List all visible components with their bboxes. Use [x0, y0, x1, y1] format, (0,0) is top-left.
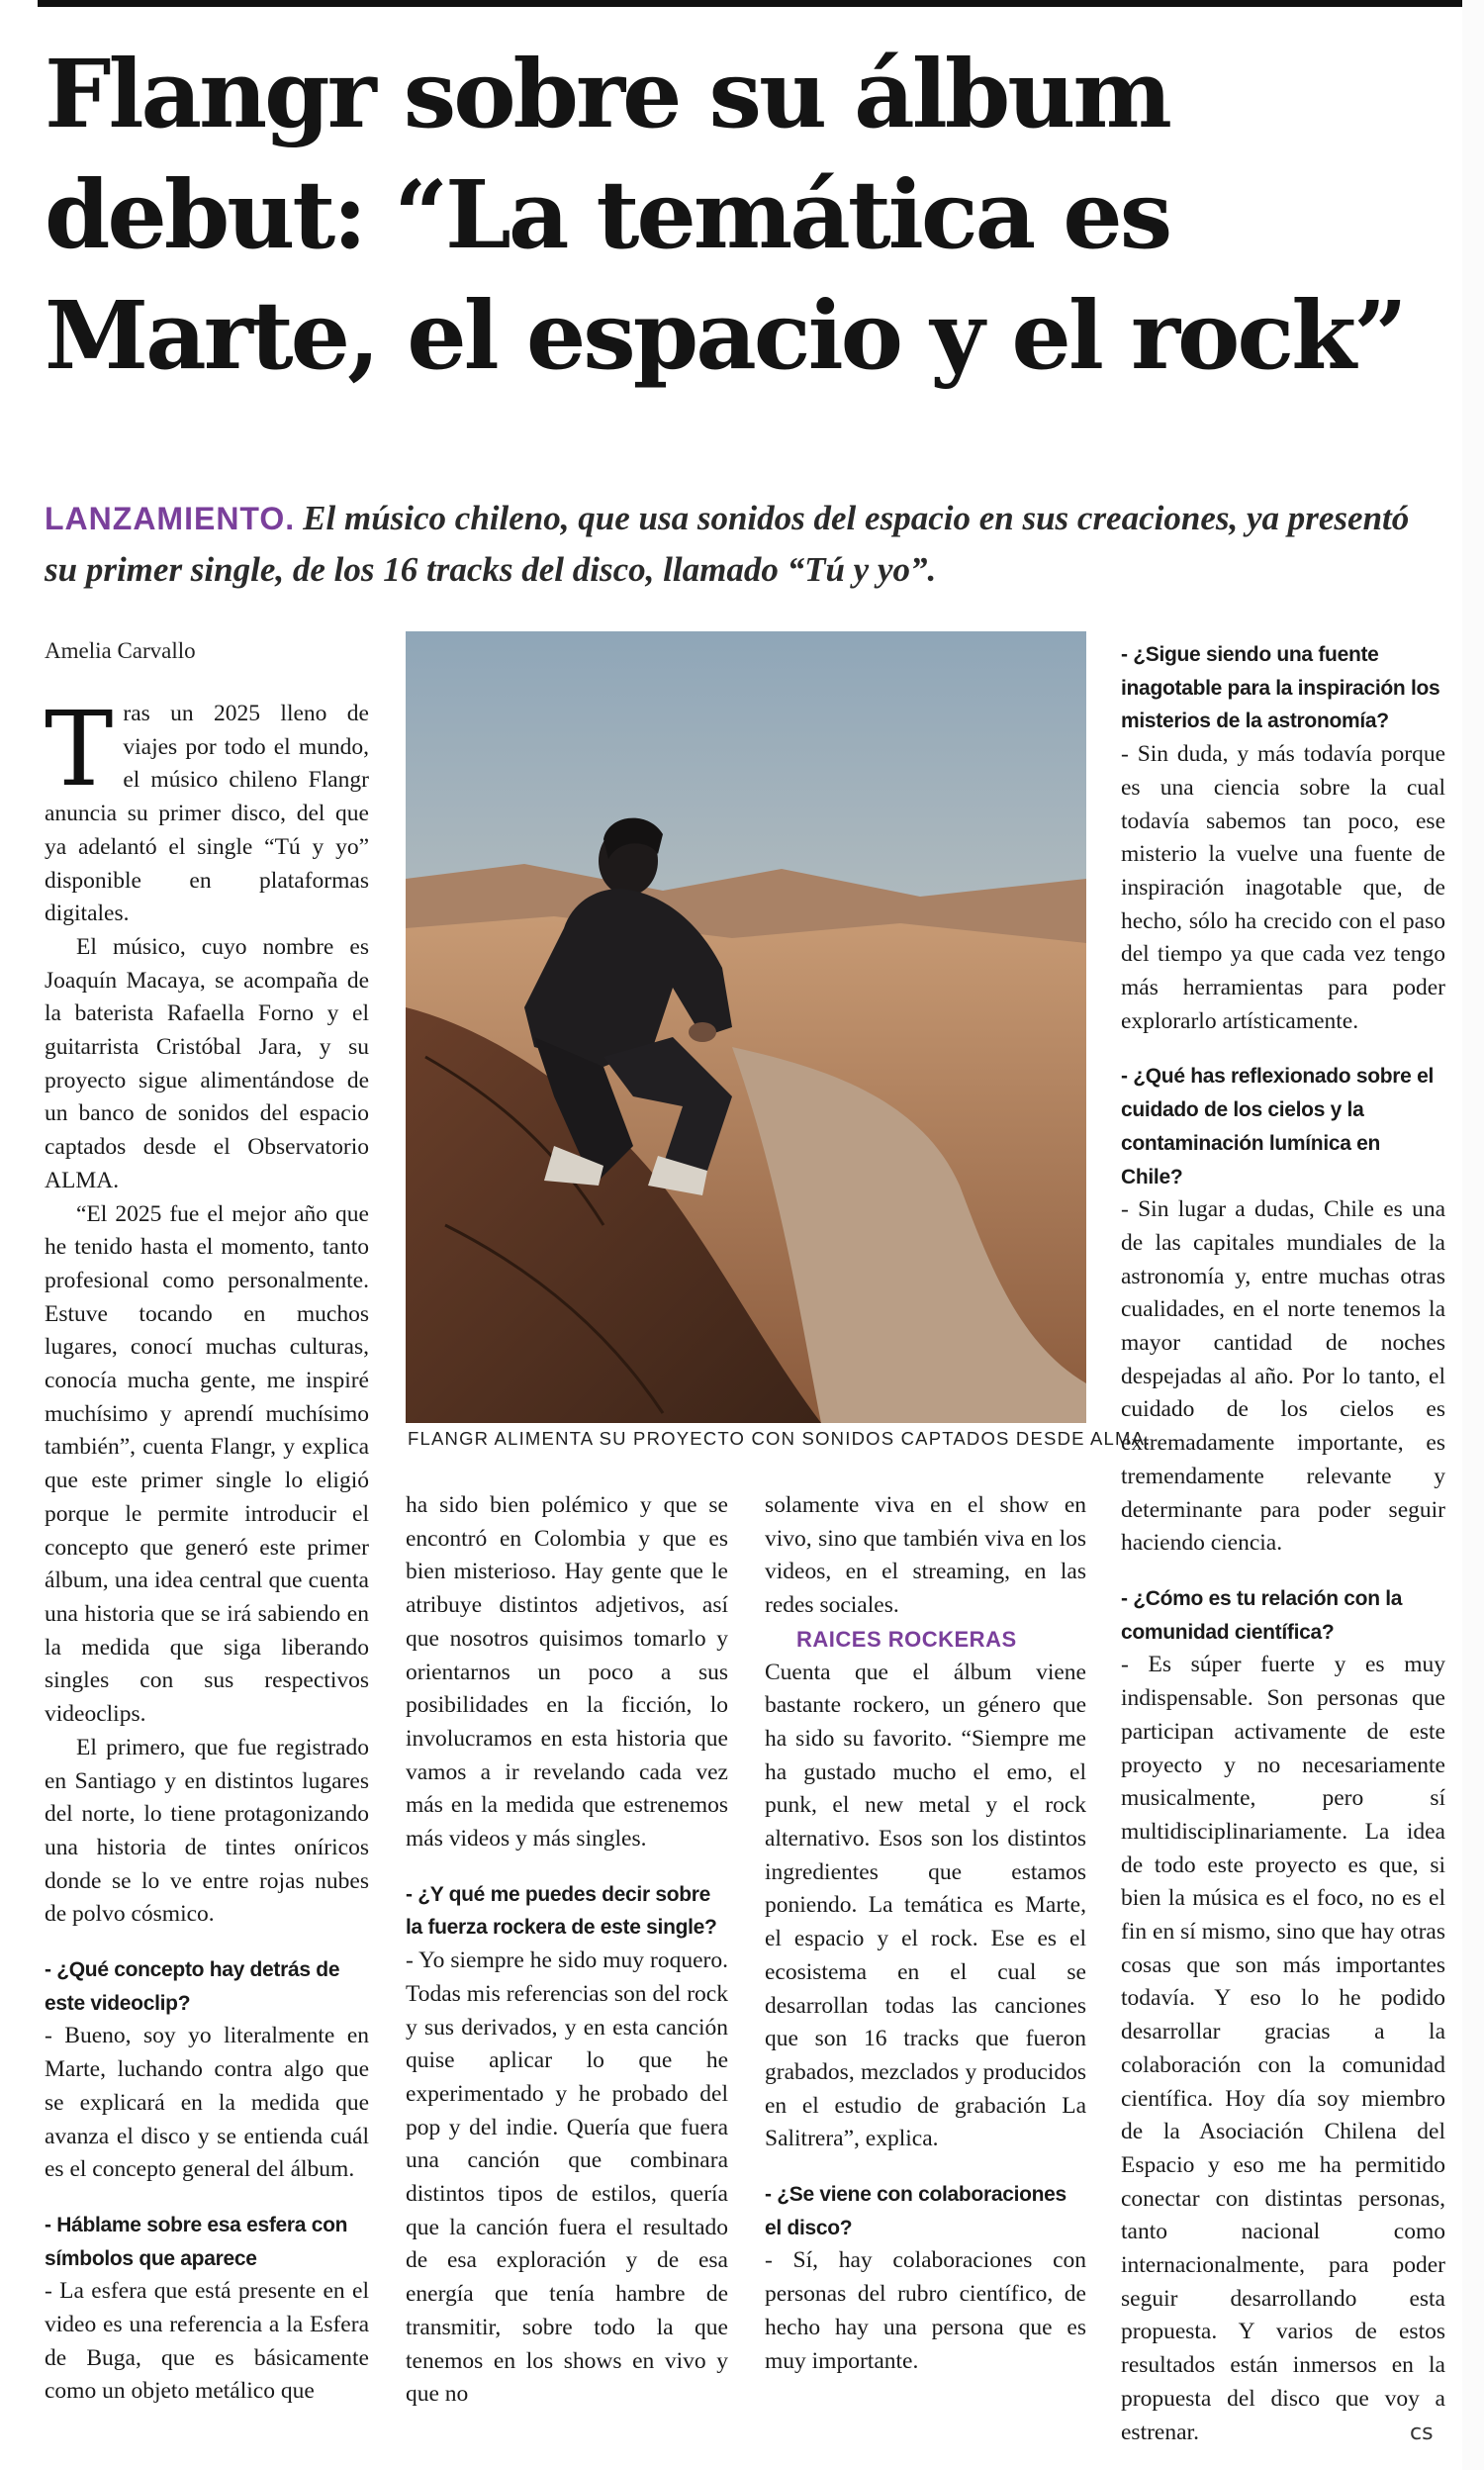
standfirst-text: El músico chileno, que usa sonidos del espacio en sus creaciones, ya presentó su primer single, de los 16 tracks del disco, llamado “Tú y yo”.	[45, 499, 1410, 589]
interview-answer: - Es súper fuerte y es muy indispensable. Son personas que participan activamente de este proyecto y no necesariamente musicalmente, pero sí multidisciplinariamente. La idea de todo este proyecto es que, si bien la música es el foco, no es el fin en sí mismo, sino que hay otras cosas que son más importantes todavía. Y eso lo he podido desarrollar gracias a la colaboración con la comunidad científica. Hoy día soy miembro de la Asociación Chilena del Espacio y eso me ha permitido conectar con distintas personas, tanto nacional como internacionalmente, para poder seguir desarrollando esta propuesta. Y varios de estos resultados están inmersos en la propuesta del disco que voy a estrenar.	[1121, 1652, 1445, 2445]
byline: Amelia Carvallo	[45, 638, 196, 663]
column-1	[45, 689, 369, 2409]
interview-question: - ¿Se viene con colaboraciones el disco?	[765, 2183, 1067, 2239]
end-of-article-mark: cs	[1410, 2421, 1434, 2445]
interview-question: - ¿Qué has reflexionado sobre el cuidado de los cielos y la contaminación lumínica en Chile?	[1121, 1065, 1434, 1188]
interview-question: - Háblame sobre esa esfera con símbolos que aparece	[45, 2213, 348, 2270]
interview-answer: - Sin lugar a dudas, Chile es una de las capitales mundiales de la astronomía y, entre muchas otras cualidades, en el norte tenemos la mayor cantidad de noches despejadas al año. Por lo tanto, el cuidado de los cielos es extremadamente importante, es tremendamente relevante y determinante para poder seguir haciendo ciencia.	[1121, 1196, 1445, 1557]
interview-answer: - Yo siempre he sido muy roquero. Todas mis referencias son del rock y sus derivados, y en esta canción quise aplicar lo que he experimentado y he probado del pop y del indie. Quería que fuera una canción que combinara distintos tipos de estilos, quería que la canción fuera el resultado de esa exploración y de esa energía que tenía hambre de transmitir, sobre todo la que tenemos en los shows en vivo y que no	[406, 1948, 728, 2408]
interview-question: - ¿Y qué me puedes decir sobre la fuerza rockera de este single?	[406, 1882, 717, 1940]
interview-answer: - Bueno, soy yo literalmente en Marte, luchando contra algo que se explicará en la medida que avanza el disco y se entienda cuál es el concepto general del álbum.	[45, 2023, 369, 2183]
column-2	[406, 1489, 728, 2412]
headline: Flangr sobre su álbum debut: “La temática es Marte, el espacio y el rock”	[45, 40, 1405, 391]
paragraph: solamente viva en el show en vivo, sino que también viva en los videos, en el streaming, en las redes sociales.	[765, 1492, 1086, 1619]
section-subhead: RAICES ROCKERAS	[796, 1626, 1017, 1652]
standfirst	[45, 493, 1449, 596]
paragraph: El primero, que fue registrado en Santiago y en distintos lugares del norte, lo tiene protagonizando una historia de tintes oníricos donde se lo ve entre rojas nubes de polvo cósmico.	[45, 1734, 369, 1928]
paragraph: El músico, cuyo nombre es Joaquín Macaya, se acompaña de la baterista Rafaella Forno y el guitarrista Cristóbal Jara, y su proyecto sigue alimentándose de un banco de sonidos del espacio captados desde el Observatorio ALMA.	[45, 933, 369, 1193]
interview-answer: - La esfera que está presente en el video es una referencia a la Esfera de Buga, que es básicamente como un objeto metálico que	[45, 2278, 369, 2405]
paragraph: ha sido bien polémico y que se encontró en Colombia y que es bien misterioso. Hay gente que le atribuye distintos adjetivos, así que nosotros quisimos tomarlo y orientarnos un poco a sus posibilidades en la ficción, lo involucramos en esta historia que vamos a ir revelando cada vez más en la medida que estrenemos más videos y más singles.	[406, 1492, 728, 1852]
column-3	[765, 1489, 1086, 2378]
lead-text: ras un 2025 lleno de viajes por todo el mundo, el músico chileno Flangr anuncia su primer disco, del que ya adelantó el single “Tú y yo” disponible en plataformas digitales.	[45, 701, 369, 927]
column-4	[1121, 638, 1445, 2449]
interview-question: - ¿Qué concepto hay detrás de este videoclip?	[45, 1958, 340, 2015]
interview-answer: - Sí, hay colaboraciones con personas del rubro científico, de hecho hay una persona que es muy importante.	[765, 2247, 1086, 2374]
paragraph: “El 2025 fue el mejor año que he tenido hasta el momento, tanto profesional como personalmente. Estuve tocando en muchos lugares, conocí muchas culturas, conocía mucha gente, me inspiré muchísimo y aprendí muchísimo también”, cuenta Flangr, y explica que este primer single lo eligió porque le permite introducir el concepto que generó este primer álbum, una idea central que cuenta una historia que se irá sabiendo en la medida que siga liberando singles con sus respectivos videoclips.	[45, 1200, 369, 1728]
section-kicker: LANZAMIENTO.	[45, 501, 296, 536]
paragraph: Cuenta que el álbum viene bastante rockero, un género que ha sido su favorito. “Siempre me ha gustado mucho el emo, el punk, el new metal y el rock alternativo. Esos son los distintos ingredientes que estamos poniendo. La temática es Marte, el espacio y el rock. Ese es el ecosistema en el cual se desarrollan todas las canciones que son 16 tracks que fueron grabados, mezclados y producidos en el estudio de grabación La Salitrera”, explica.	[765, 1659, 1086, 2152]
lead-paragraph	[45, 689, 369, 931]
desert-photo-illustration	[406, 631, 1086, 1423]
interview-question: - ¿Cómo es tu relación con la comunidad científica?	[1121, 1586, 1403, 1644]
interview-question: - ¿Sigue siendo una fuente inagotable para la inspiración los misterios de la astronomía?	[1121, 643, 1440, 733]
photo-caption: FLANGR ALIMENTA SU PROYECTO CON SONIDOS CAPTADOS DESDE ALMA.	[408, 1428, 1152, 1449]
top-rule	[38, 0, 1484, 7]
artist-photo	[406, 631, 1086, 1423]
page-edge	[1462, 0, 1484, 2470]
interview-answer: - Sin duda, y más todavía porque es una ciencia sobre la cual todavía sabemos tan poco, ese misterio la vuelve una fuente de inspiración inagotable que, de hecho, sólo ha crecido con el paso del tiempo ya que cada vez tengo más herramientas para poder explorarlo artísticamente.	[1121, 741, 1445, 1034]
drop-cap: T	[45, 689, 114, 809]
